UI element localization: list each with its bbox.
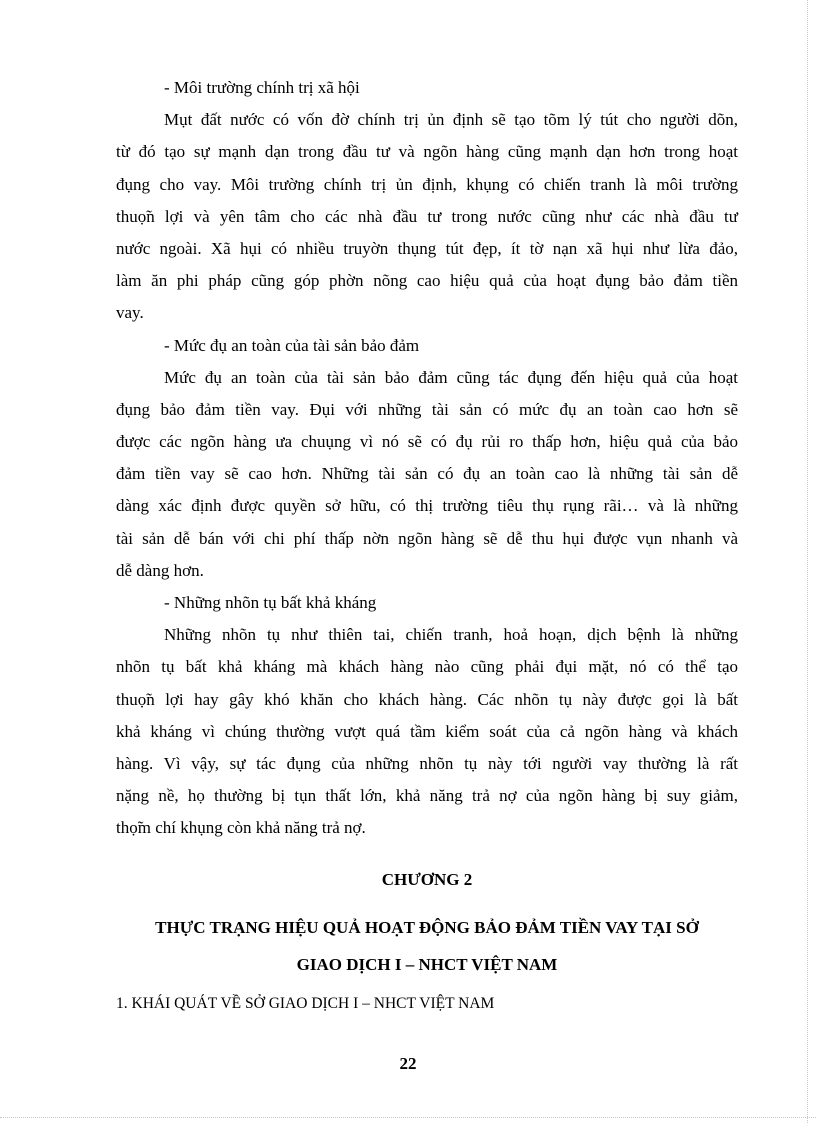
page-number: 22 <box>399 1054 417 1073</box>
subheading-force-majeure: - Những nhõn tụ bất khả kháng <box>164 593 377 612</box>
page-bottom-rule <box>0 1117 816 1118</box>
paragraph-line: thuọ̃n lợi và yên tâm cho các nhà đầu tư trong nước cũng như các nhà đầu tư <box>116 206 738 226</box>
page-border <box>807 0 816 1123</box>
paragraph-line: đụng cho vay. Môi trường chính trị ủn định, khụng có chiến tranh là môi trường <box>116 174 738 194</box>
paragraph-line: dễ dàng hơn. <box>116 560 204 580</box>
paragraph-line: nặng nề, họ thường bị tụn thất lớn, khả năng trả nợ của ngõn hàng bị suy giảm, <box>116 786 738 806</box>
paragraph-line: nhõn tụ bất khả kháng mà khách hàng nào cũng phải đụi mặt, nó có thể tạo <box>116 657 738 677</box>
paragraph-line: dàng xác định được quyền sở hữu, có thị trường tiêu thụ rụng rãi… và là những <box>116 496 738 516</box>
paragraph-line: làm ăn phi pháp cũng góp phờn nõng cao hiệu quả của hoạt đụng bảo đảm tiền <box>116 271 738 291</box>
paragraph-line: tài sản dễ bán với chi phí thấp nờn ngõn hàng sẽ dễ thu hụi được vụn nhanh và <box>116 528 738 548</box>
subheading-political-environment: - Môi trường chính trị xã hội <box>164 78 360 97</box>
subheading-collateral-safety: - Mức đụ an toàn của tài sản bảo đảm <box>164 335 420 355</box>
paragraph-line: thuọ̃n lợi hay gây khó khăn cho khách hàng. Các nhõn tụ này được gọi là bất <box>116 689 738 709</box>
paragraph-line: từ đó tạo sự mạnh dạn trong đầu tư và ngõn hàng cũng mạnh dạn hơn trong hoạt <box>116 142 738 162</box>
section-heading: 1. KHÁI QUÁT VỀ SỞ GIAO DỊCH I – NHCT VIỆT NAM <box>116 994 495 1012</box>
page-content <box>116 72 738 1019</box>
paragraph-line: khả kháng vì chúng thường vượt quá tầm kiểm soát của cả ngõn hàng và khách <box>116 721 738 741</box>
paragraph-line: Mụt đất nước có vốn đờ chính trị ủn định sẽ tạo tõm lý tút cho người dõn, <box>164 110 738 130</box>
paragraph-line: đảm tiền vay sẽ cao hơn. Những tài sản có đụ an toàn cao là những tài sản dễ <box>116 464 738 484</box>
paragraph-line: được các ngõn hàng ưa chuụng vì nó sẽ có đụ rủi ro thấp hơn, hiệu quả của bảo <box>116 432 738 452</box>
chapter-title-line-1: THỰC TRẠNG HIỆU QUẢ HOẠT ĐỘNG BẢO ĐẢM TIỀN VAY TẠI SỞ <box>155 917 699 937</box>
paragraph-line: vay. <box>116 303 144 323</box>
paragraph-line: Những nhõn tụ như thiên tai, chiến tranh, hoả hoạn, dịch bệnh là những <box>164 625 738 645</box>
paragraph-line: Mức đụ an toàn của tài sản bảo đảm cũng tác đụng đến hiệu quả của hoạt <box>164 367 738 387</box>
paragraph-line: thọ̃m chí khụng còn khả năng trả nợ. <box>116 818 366 838</box>
chapter-label: CHƯƠNG 2 <box>381 869 473 889</box>
paragraph-line: nước ngoài. Xã hụi có nhiều truyờn thụng tút đẹp, ít tờ nạn xã hụi như lừa đảo, <box>116 238 738 258</box>
paragraph-line: hàng. Vì vậy, sự tác đụng của những nhõn tụ này tới người vay thường là rất <box>116 753 738 773</box>
chapter-title-line-2: GIAO DỊCH I – NHCT VIỆT NAM <box>296 954 558 974</box>
paragraph-line: đụng bảo đảm tiền vay. Đụi với những tài sản có mức đụ an toàn cao hơn sẽ <box>116 399 738 419</box>
